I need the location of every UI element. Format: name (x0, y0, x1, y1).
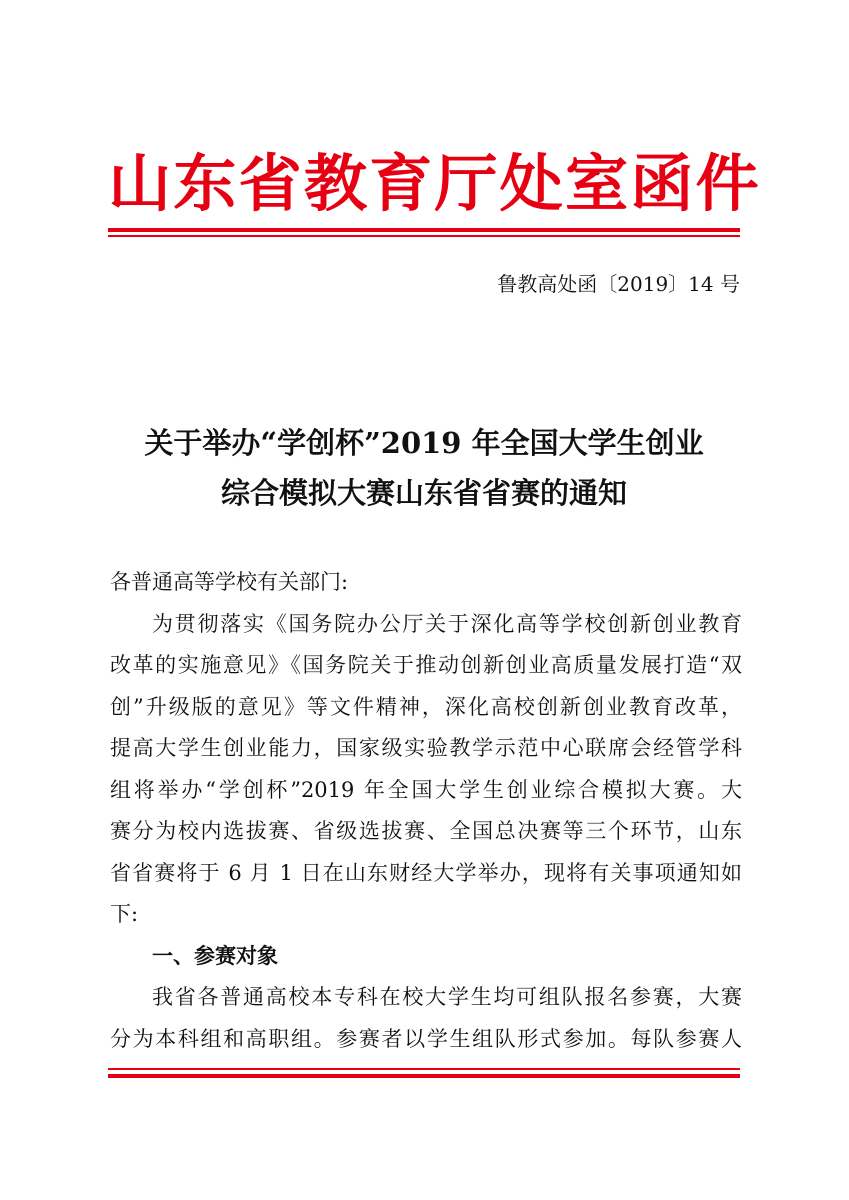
notice-body (110, 562, 742, 1060)
paragraph-1-line: 赛分为校内选拔赛、省级选拔赛、全国总决赛等三个环节，山东 (110, 819, 742, 843)
section-1-heading: 一、参赛对象 (152, 943, 278, 968)
letterhead-title: 山东省教育厅处室函件 (108, 147, 761, 220)
notice-title-line-1: 关于举办“学创杯”2019 年全国大学生创业 (144, 426, 704, 460)
paragraph-1-line: 创”升级版的意见》等文件精神，深化高校创新创业教育改革， (110, 694, 742, 719)
footer-rule-thin (108, 1068, 740, 1070)
paragraph-1-line: 下: (110, 902, 139, 926)
paragraph-1-line: 为贯彻落实《国务院办公厅关于深化高等学校创新创业教育 (152, 611, 742, 636)
letterhead-rule-thick (108, 228, 740, 232)
document-number: 鲁教高处函〔2019〕14 号 (497, 272, 740, 296)
paragraph-2-line: 我省各普通高校本专科在校大学生均可组队报名参赛，大赛 (152, 985, 742, 1009)
paragraph-1-line: 省省赛将于 6 月 1 日在山东财经大学举办，现将有关事项通知如 (110, 860, 742, 885)
addressee: 各普通高等学校有关部门: (110, 570, 349, 594)
footer-rule-thick (108, 1074, 740, 1078)
notice-title-line-2: 综合模拟大赛山东省省赛的通知 (220, 476, 627, 510)
letterhead-rule-thin (108, 235, 740, 237)
notice-title (108, 418, 740, 518)
paragraph-1-line: 改革的实施意见》《国务院关于推动创新创业高质量发展打造“双 (110, 653, 742, 677)
paragraph-1-line: 组将举办“学创杯”2019 年全国大学生创业综合模拟大赛。大 (110, 777, 742, 802)
paragraph-2-line: 分为本科组和高职组。参赛者以学生组队形式参加。每队参赛人 (110, 1026, 742, 1051)
paragraph-1-line: 提高大学生创业能力，国家级实验教学示范中心联席会经管学科 (110, 736, 742, 760)
